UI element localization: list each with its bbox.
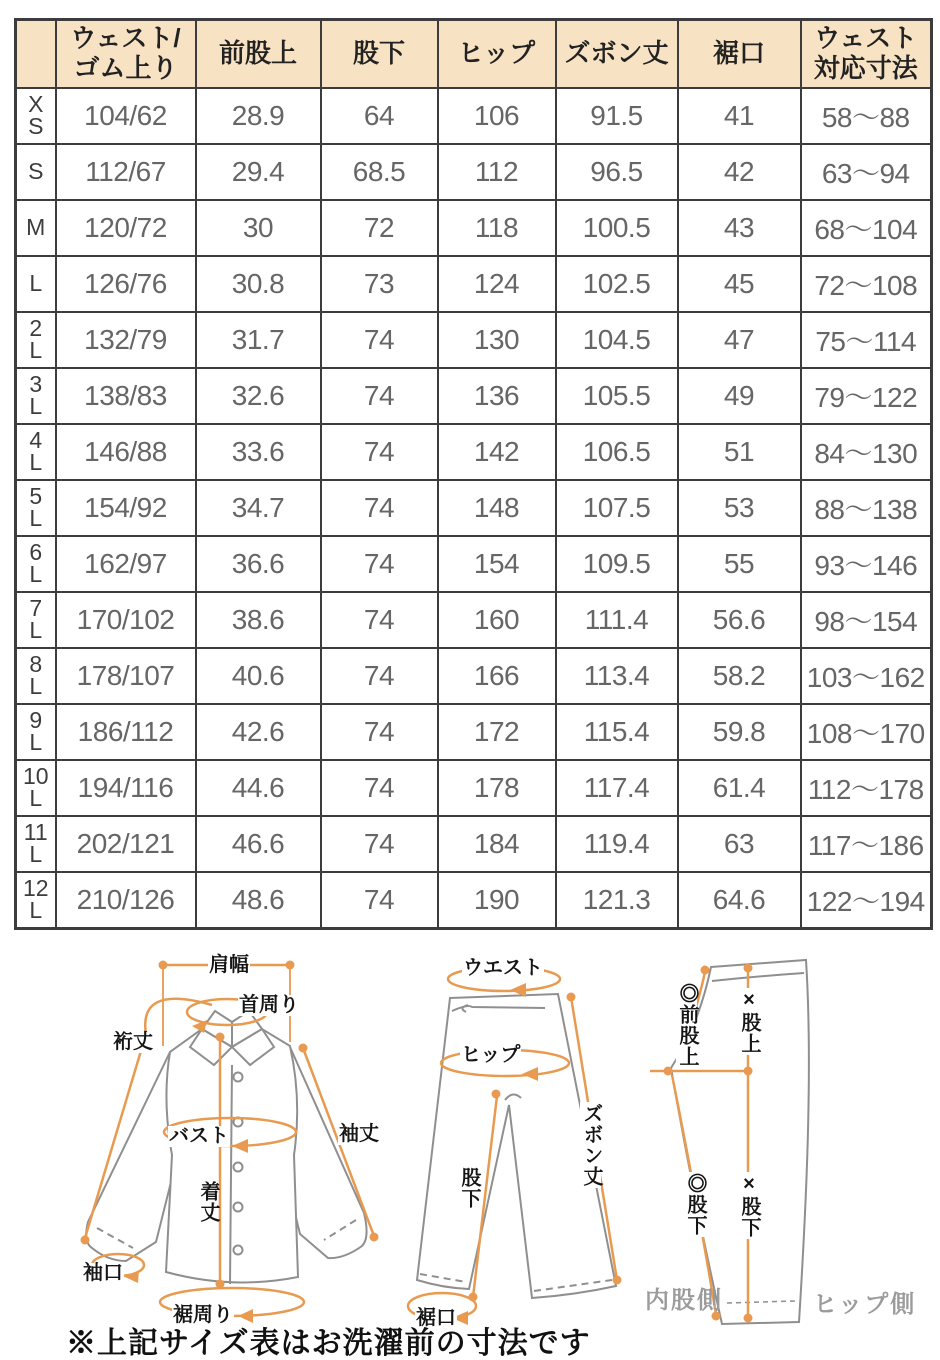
- table-cell: 113.4: [556, 648, 678, 704]
- table-cell: 74: [321, 536, 438, 592]
- table-cell: 115.4: [556, 704, 678, 760]
- table-cell: 172: [438, 704, 556, 760]
- table-cell: 55: [678, 536, 801, 592]
- table-cell: 117〜186: [801, 816, 932, 872]
- table-cell: 75〜114: [801, 312, 932, 368]
- table-cell: 74: [321, 704, 438, 760]
- table-cell: 28.9: [196, 88, 321, 144]
- table-cell: 84〜130: [801, 424, 932, 480]
- row-size-label: 10 L: [16, 760, 56, 816]
- table-row: [16, 256, 932, 312]
- table-cell: 118: [438, 200, 556, 256]
- table-cell: 63: [678, 816, 801, 872]
- table-cell: 40.6: [196, 648, 321, 704]
- table-cell: 91.5: [556, 88, 678, 144]
- table-cell: 190: [438, 872, 556, 928]
- row-size-label: 6 L: [16, 536, 56, 592]
- table-cell: 56.6: [678, 592, 801, 648]
- label-rise: ×股上: [738, 989, 760, 1054]
- table-row: [16, 704, 932, 760]
- table-cell: 194/116: [56, 760, 196, 816]
- table-cell: 210/126: [56, 872, 196, 928]
- table-cell: 136: [438, 368, 556, 424]
- table-cell: 58〜88: [801, 88, 932, 144]
- table-cell: 42: [678, 144, 801, 200]
- table-row: [16, 816, 932, 872]
- label-cuff-opening: 袖口: [83, 1262, 123, 1284]
- table-row: [16, 368, 932, 424]
- row-size-label: 9 L: [16, 704, 56, 760]
- label-waist: ウエスト: [463, 957, 543, 979]
- table-cell: 166: [438, 648, 556, 704]
- label-neck-around: 首周り: [239, 994, 299, 1016]
- table-cell: 74: [321, 648, 438, 704]
- table-row: [16, 592, 932, 648]
- table-cell: 74: [321, 872, 438, 928]
- table-cell: 126/76: [56, 256, 196, 312]
- table-cell: 98〜154: [801, 592, 932, 648]
- table-cell: 138/83: [56, 368, 196, 424]
- header-hem-opening: 裾口: [678, 20, 801, 89]
- table-cell: 130: [438, 312, 556, 368]
- header-inseam: 股下: [321, 20, 438, 89]
- table-row: [16, 312, 932, 368]
- table-cell: 112: [438, 144, 556, 200]
- table-cell: 124: [438, 256, 556, 312]
- table-cell: 79〜122: [801, 368, 932, 424]
- table-cell: 72〜108: [801, 256, 932, 312]
- table-cell: 108〜170: [801, 704, 932, 760]
- header-size: [16, 20, 56, 89]
- table-cell: 146/88: [56, 424, 196, 480]
- row-size-label: 8 L: [16, 648, 56, 704]
- table-cell: 72: [321, 200, 438, 256]
- label-hem-around: 裾周り: [173, 1304, 233, 1326]
- table-cell: 104.5: [556, 312, 678, 368]
- row-size-label: M: [16, 200, 56, 256]
- table-cell: 68.5: [321, 144, 438, 200]
- table-cell: 29.4: [196, 144, 321, 200]
- row-size-label: S: [16, 144, 56, 200]
- table-cell: 30: [196, 200, 321, 256]
- diagram-canvas: [0, 950, 940, 1350]
- label-sleeve-length: 袖丈: [339, 1123, 379, 1145]
- table-cell: 59.8: [678, 704, 801, 760]
- table-cell: 102.5: [556, 256, 678, 312]
- label-hem-opening: 裾口: [416, 1307, 456, 1329]
- table-cell: 31.7: [196, 312, 321, 368]
- button: [234, 1073, 243, 1082]
- label-pants-length: ズボン丈: [580, 1103, 602, 1187]
- button: [234, 1203, 243, 1212]
- size-table-header: [16, 20, 932, 89]
- header-waist-elastic: ウェスト/ ゴム上り: [56, 20, 196, 89]
- table-cell: 160: [438, 592, 556, 648]
- table-cell: 30.8: [196, 256, 321, 312]
- table-row: [16, 536, 932, 592]
- table-cell: 178: [438, 760, 556, 816]
- row-size-label: 7 L: [16, 592, 56, 648]
- table-cell: 43: [678, 200, 801, 256]
- table-cell: 61.4: [678, 760, 801, 816]
- table-cell: 44.6: [196, 760, 321, 816]
- row-size-label: 3 L: [16, 368, 56, 424]
- table-cell: 96.5: [556, 144, 678, 200]
- table-cell: 122〜194: [801, 872, 932, 928]
- table-cell: 74: [321, 312, 438, 368]
- table-cell: 48.6: [196, 872, 321, 928]
- label-inseam-cross: ×股下: [738, 1173, 760, 1238]
- label-inseam-double: ◎股下: [684, 1173, 706, 1236]
- table-cell: 74: [321, 760, 438, 816]
- size-table-body: [16, 88, 932, 928]
- size-table: [14, 18, 933, 930]
- label-hip-side: ヒップ側: [813, 1291, 917, 1318]
- table-cell: 107.5: [556, 480, 678, 536]
- label-inner-side: 内股側: [645, 1287, 723, 1314]
- table-cell: 106.5: [556, 424, 678, 480]
- row-size-label: 11 L: [16, 816, 56, 872]
- row-size-label: X S: [16, 88, 56, 144]
- label-shoulder-width: 肩幅: [209, 954, 249, 976]
- table-cell: 33.6: [196, 424, 321, 480]
- table-cell: 154/92: [56, 480, 196, 536]
- table-cell: 100.5: [556, 200, 678, 256]
- table-cell: 186/112: [56, 704, 196, 760]
- table-cell: 105.5: [556, 368, 678, 424]
- table-cell: 106: [438, 88, 556, 144]
- table-cell: 64: [321, 88, 438, 144]
- table-cell: 202/121: [56, 816, 196, 872]
- table-cell: 63〜94: [801, 144, 932, 200]
- table-cell: 103〜162: [801, 648, 932, 704]
- table-cell: 51: [678, 424, 801, 480]
- table-cell: 120/72: [56, 200, 196, 256]
- table-cell: 47: [678, 312, 801, 368]
- label-body-length: 着丈: [197, 1181, 219, 1223]
- table-row: [16, 760, 932, 816]
- row-size-label: 5 L: [16, 480, 56, 536]
- table-cell: 36.6: [196, 536, 321, 592]
- table-cell: 41: [678, 88, 801, 144]
- table-row: [16, 200, 932, 256]
- table-cell: 38.6: [196, 592, 321, 648]
- table-cell: 162/97: [56, 536, 196, 592]
- row-size-label: 2 L: [16, 312, 56, 368]
- table-cell: 32.6: [196, 368, 321, 424]
- pre-wash-note: ※上記サイズ表はお洗濯前の寸法です: [66, 1327, 591, 1360]
- table-row: [16, 424, 932, 480]
- button: [234, 1163, 243, 1172]
- label-inseam: 股下: [458, 1167, 480, 1209]
- table-cell: 109.5: [556, 536, 678, 592]
- table-cell: 74: [321, 424, 438, 480]
- table-cell: 104/62: [56, 88, 196, 144]
- table-cell: 119.4: [556, 816, 678, 872]
- table-cell: 64.6: [678, 872, 801, 928]
- table-cell: 132/79: [56, 312, 196, 368]
- header-waist-range: ウェスト 対応寸法: [801, 20, 932, 89]
- table-cell: 53: [678, 480, 801, 536]
- table-row: [16, 88, 932, 144]
- table-cell: 73: [321, 256, 438, 312]
- label-bust: バスト: [169, 1125, 229, 1147]
- table-cell: 170/102: [56, 592, 196, 648]
- table-cell: 58.2: [678, 648, 801, 704]
- table-cell: 42.6: [196, 704, 321, 760]
- table-cell: 45: [678, 256, 801, 312]
- table-cell: 121.3: [556, 872, 678, 928]
- table-row: [16, 648, 932, 704]
- table-cell: 68〜104: [801, 200, 932, 256]
- table-cell: 142: [438, 424, 556, 480]
- table-cell: 74: [321, 368, 438, 424]
- table-cell: 46.6: [196, 816, 321, 872]
- measurement-diagrams: [0, 950, 940, 1350]
- table-cell: 88〜138: [801, 480, 932, 536]
- table-cell: 74: [321, 816, 438, 872]
- table-cell: 74: [321, 480, 438, 536]
- button: [234, 1246, 243, 1255]
- table-cell: 112/67: [56, 144, 196, 200]
- table-row: [16, 872, 932, 928]
- table-cell: 154: [438, 536, 556, 592]
- table-cell: 112〜178: [801, 760, 932, 816]
- table-row: [16, 144, 932, 200]
- table-cell: 178/107: [56, 648, 196, 704]
- row-size-label: L: [16, 256, 56, 312]
- table-cell: 111.4: [556, 592, 678, 648]
- header-front-rise: 前股上: [196, 20, 321, 89]
- table-cell: 34.7: [196, 480, 321, 536]
- header-pants-length: ズボン丈: [556, 20, 678, 89]
- table-cell: 148: [438, 480, 556, 536]
- table-cell: 117.4: [556, 760, 678, 816]
- table-cell: 93〜146: [801, 536, 932, 592]
- row-size-label: 4 L: [16, 424, 56, 480]
- label-yuki-length: 裄丈: [113, 1031, 153, 1053]
- label-front-rise: ◎前股上: [676, 983, 698, 1067]
- row-size-label: 12 L: [16, 872, 56, 928]
- table-cell: 74: [321, 592, 438, 648]
- table-cell: 184: [438, 816, 556, 872]
- label-hip: ヒップ: [461, 1044, 521, 1066]
- table-cell: 49: [678, 368, 801, 424]
- header-hip: ヒップ: [438, 20, 556, 89]
- table-row: [16, 480, 932, 536]
